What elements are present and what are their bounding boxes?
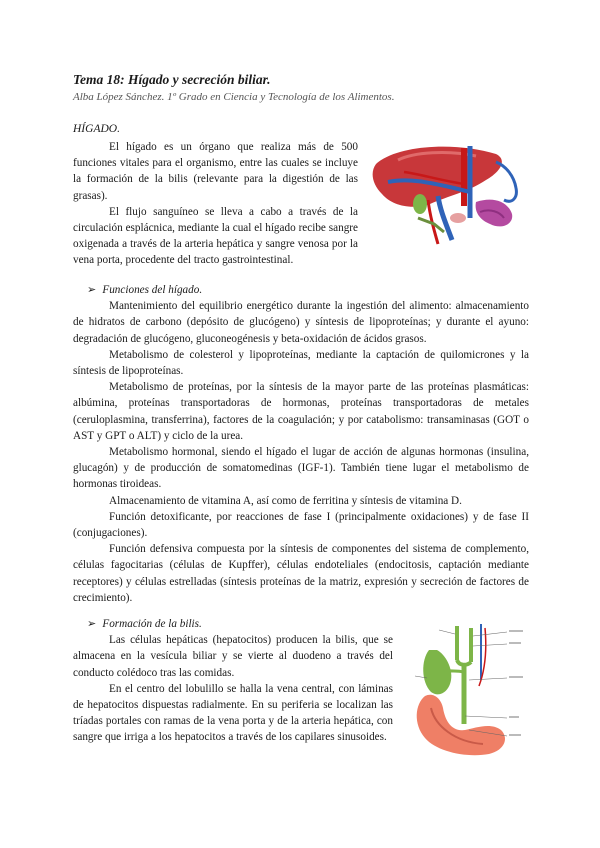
arrow-bullet-icon: ➢ xyxy=(87,284,97,296)
document-title: Tema 18: Hígado y secreción biliar. xyxy=(73,72,271,87)
function-item: Metabolismo de proteínas, por la síntesis de la mayor parte de las proteínas plasmáticas: albúmina, proteínas transportadoras de hormonas, proteínas transportadoras de metales (ceruloplasmina, transferrina), factores de la coagulación; y por catabolismo: transaminasas (GOT o AST y GPT o ALT) y ciclo de la urea. xyxy=(73,381,529,442)
function-item: Función defensiva compuesta por la síntesis de componentes del sistema de complemento, células fagocitarias (células de Kupffer), células endoteliales (endocitosis, captación mediante receptores) y células estrelladas (síntesis proteínas de la matriz, expresión y secreción de factores de crecimiento). xyxy=(73,543,529,604)
bile-formation-section xyxy=(73,616,393,746)
function-item: Metabolismo hormonal, siendo el hígado el lugar de acción de algunas hormonas (insulina, glucagón) y de producción de somatomedinas (IGF-1). También tiene lugar el metabolismo de hormonas tiroideas. xyxy=(73,446,529,491)
document-subtitle: Alba López Sánchez. 1º Grado en Ciencia y Tecnología de los Alimentos. xyxy=(73,91,395,103)
function-item: Almacenamiento de vitamina A, así como de ferritina y síntesis de vitamina D. xyxy=(109,494,462,507)
section-heading: HÍGADO. xyxy=(73,123,120,135)
intro-block xyxy=(73,139,358,269)
function-item: Metabolismo de colesterol y lipoproteínas, mediante la captación de quilomicrones y la síntesis de lipoproteínas. xyxy=(73,348,529,378)
bile-formation-subheading: ➢ Formación de la bilis. xyxy=(87,618,202,630)
liver-illustration xyxy=(368,136,528,248)
bile-formation-paragraph-2: En el centro del lobulillo se halla la vena central, con láminas de hepatocitos dispuestas radialmente. En su periferia se localizan las tríadas portales con ramas de la vena porta y de la arteria hepática, con sangre que irriga a los hepatocitos a través de los capilares sinusoides. xyxy=(73,682,393,744)
function-item: Función detoxificante, por reacciones de fase I (principalmente oxidaciones) y de fase II (conjugaciones). xyxy=(73,510,529,540)
arrow-bullet-icon: ➢ xyxy=(87,618,97,630)
functions-section xyxy=(73,282,529,606)
intro-paragraph-2: El flujo sanguíneo se lleva a cabo a través de la circulación esplácnica, mediante la cual el hígado recibe sangre oxigenada a través de la arteria hepática y sangre venosa por la vena porta, procedente del tracto gastrointestinal. xyxy=(73,205,358,267)
function-item: Mantenimiento del equilibrio energético durante la ingestión del alimento: almacenamiento de hidratos de carbono (depósito de glucógeno) y síntesis de lipoproteínas; y durante el ayuno: degradación de glucógeno, gluconeogénesis y beta-oxidación de ácidos grasos. xyxy=(73,300,529,345)
functions-subheading: ➢ Funciones del hígado. xyxy=(87,284,203,296)
bile-formation-paragraph-1: Las células hepáticas (hepatocitos) producen la bilis, que se almacena en la vesícula biliar y se vierte al duodeno a través del conducto colédoco tras las comidas. xyxy=(73,634,393,679)
biliary-tree-illustration xyxy=(409,620,529,768)
intro-paragraph-1: El hígado es un órgano que realiza más de 500 funciones vitales para el organismo, entre las cuales se incluye la formación de la bilis (relevante para la digestión de las grasas). xyxy=(73,141,358,202)
